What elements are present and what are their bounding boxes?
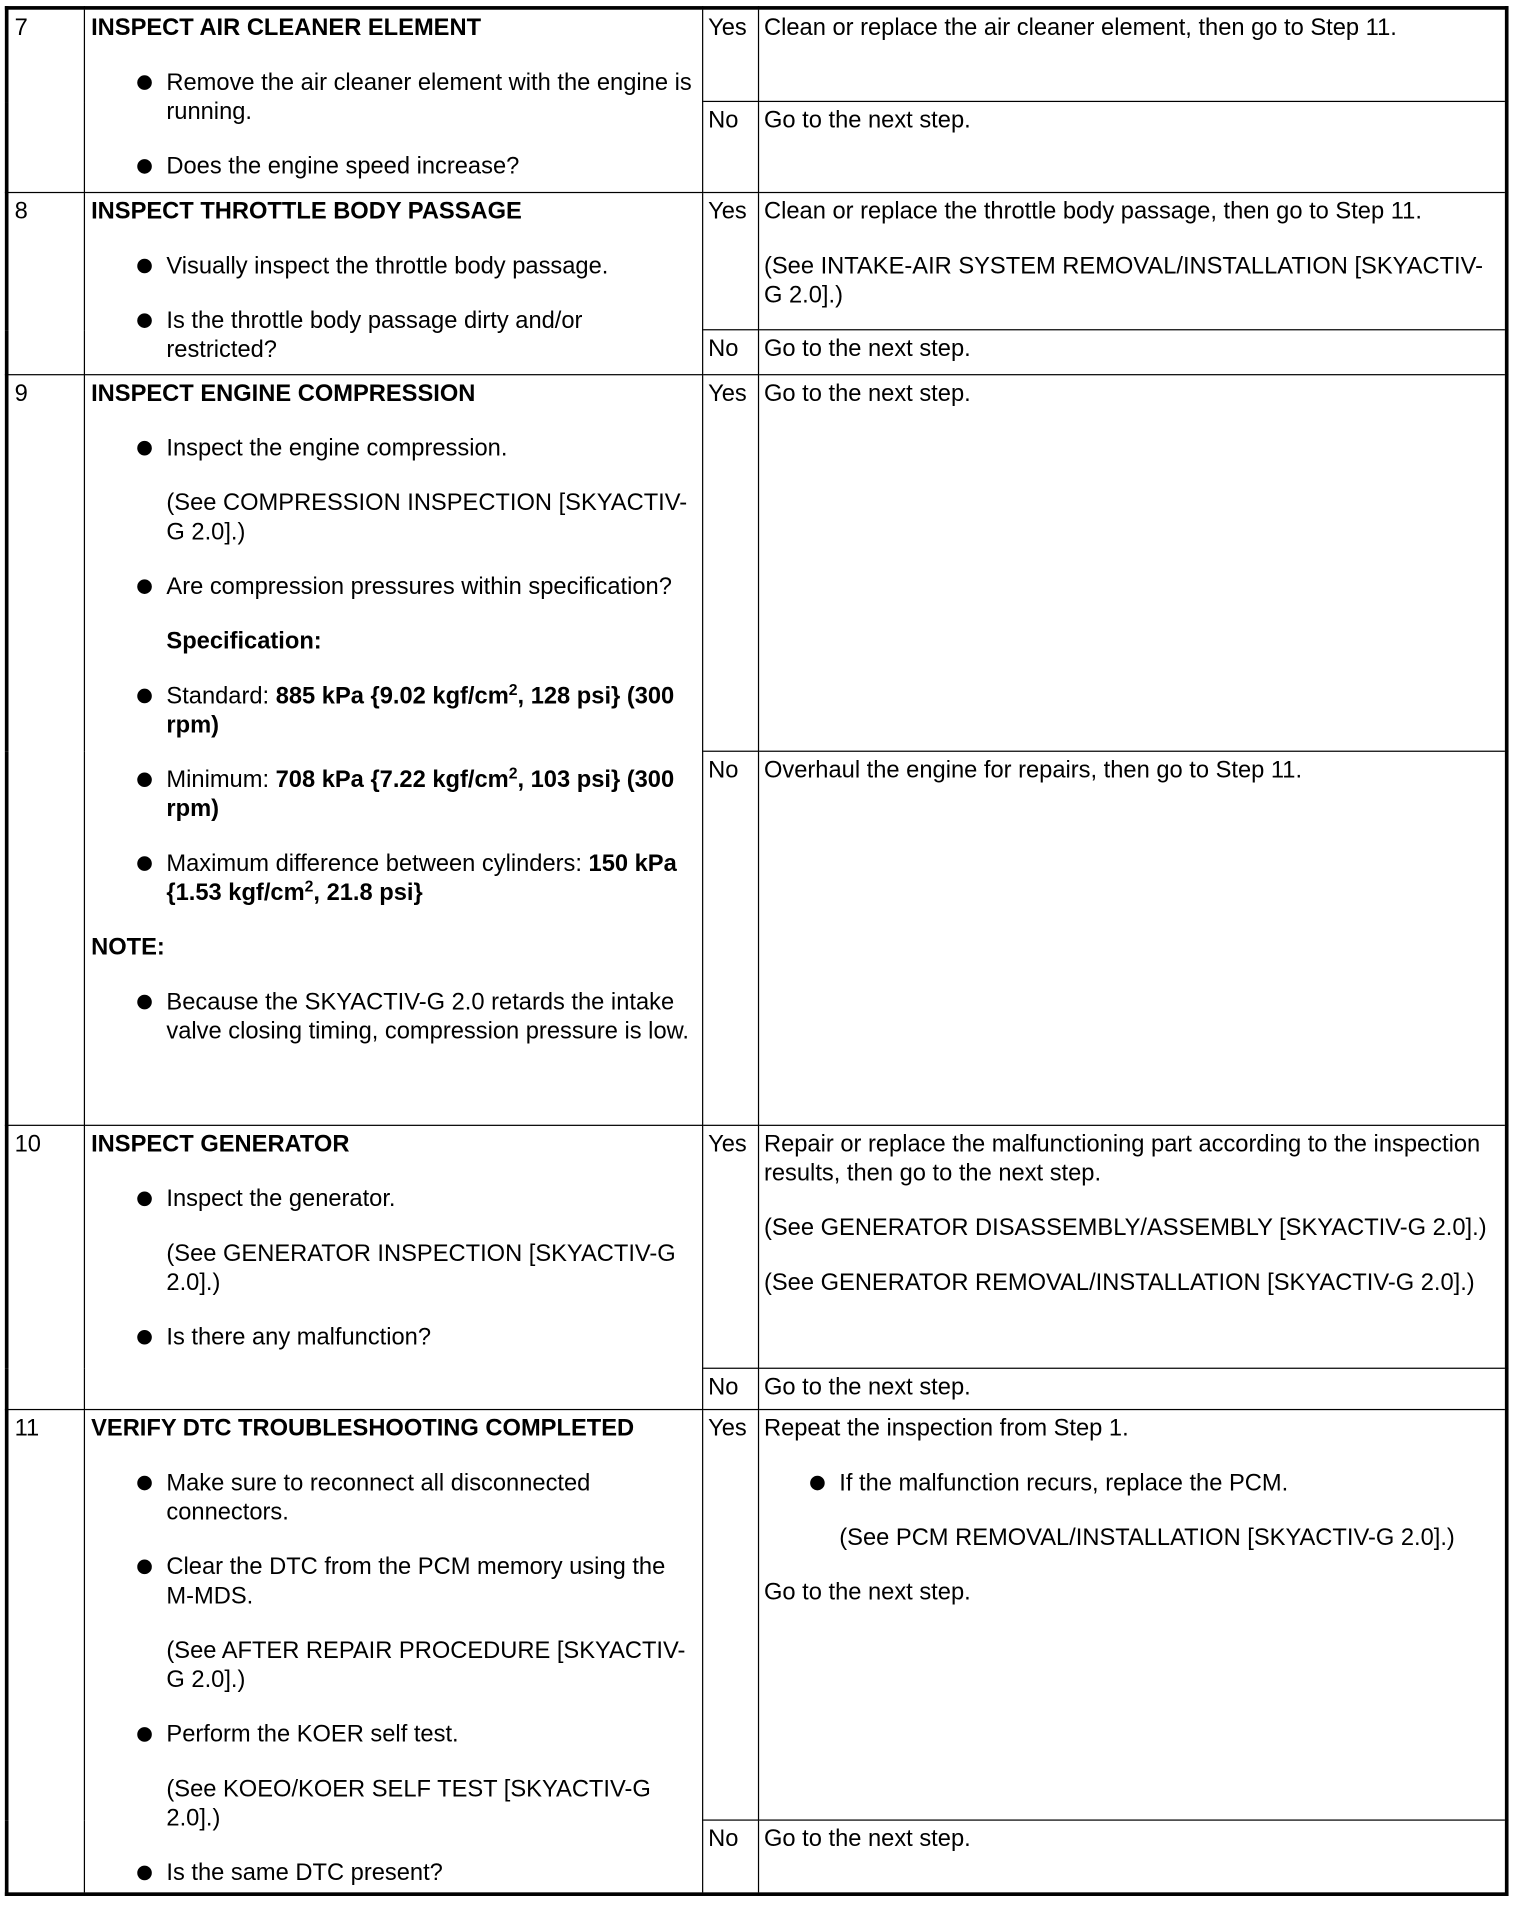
action-text: Clean or replace the throttle body passage, then go to Step 11.: [763, 197, 1422, 225]
note-label: NOTE:: [91, 934, 165, 961]
spec-label: Minimum:: [166, 766, 276, 794]
list-item: Visually inspect the throttle body passage.: [91, 251, 696, 280]
specification-item: [91, 765, 696, 823]
no-action: [759, 1368, 1507, 1409]
yes-label: Yes: [703, 1125, 759, 1368]
spec-value-rest: , 21.8 psi}: [313, 879, 423, 907]
yes-action: [759, 8, 1507, 102]
list-item-reference: (See AFTER REPAIR PROCEDURE [SKYACTIV-G 2.0].): [166, 1637, 686, 1694]
table-row: [7, 193, 1507, 330]
list-item: Is there any malfunction?: [91, 1323, 696, 1352]
no-action: [759, 1820, 1507, 1894]
spec-superscript: 2: [304, 876, 314, 896]
step-number: 7: [7, 8, 85, 193]
step-number: 8: [7, 193, 85, 375]
list-item: Inspect the generator.: [91, 1184, 696, 1213]
step-number: 10: [7, 1125, 85, 1409]
yes-action: [759, 193, 1507, 330]
action-text: Overhaul the engine for repairs, then go to Step 11.: [763, 756, 1303, 784]
step-title: INSPECT ENGINE COMPRESSION: [91, 380, 476, 407]
list-item: Make sure to reconnect all disconnected connectors.: [91, 1468, 696, 1526]
list-item: Is the same DTC present?: [91, 1858, 696, 1887]
list-item: Inspect the engine compression.: [91, 434, 696, 463]
action-text: Go to the next step.: [763, 1373, 971, 1401]
specification-item: [91, 681, 696, 739]
no-label: No: [703, 751, 759, 1125]
action-text: Go to the next step.: [763, 106, 971, 134]
no-action: [759, 330, 1507, 375]
yes-label: Yes: [703, 8, 759, 102]
yes-label: Yes: [703, 375, 759, 752]
step-content: [84, 193, 702, 375]
step-title: INSPECT THROTTLE BODY PASSAGE: [91, 197, 522, 225]
action-text: Clean or replace the air cleaner element, then go to Step 11.: [763, 14, 1397, 42]
step-content: [84, 1125, 702, 1409]
table-row: [7, 375, 1507, 752]
table-row: [7, 8, 1507, 102]
step-content: [84, 1410, 702, 1895]
list-item-reference: (See KOEO/KOER SELF TEST [SKYACTIV-G 2.0].): [166, 1775, 651, 1832]
spec-value: 150 kPa {1.53 kgf/cm: [166, 850, 677, 907]
action-text: Go to the next step.: [763, 1825, 971, 1853]
spec-superscript: 2: [508, 763, 518, 783]
action-text: Go to the next step.: [763, 1578, 971, 1606]
spec-label: Maximum difference between cylinders:: [166, 850, 589, 877]
spec-value-rest: , 103 psi} (300 rpm): [166, 766, 675, 823]
action-list-item: If the malfunction recurs, replace the PCM.: [764, 1468, 1499, 1497]
list-item-reference: (See COMPRESSION INSPECTION [SKYACTIV-G 2.0].): [166, 489, 688, 546]
list-item: Does the engine speed increase?: [91, 152, 696, 181]
action-reference: (See PCM REMOVAL/INSTALLATION [SKYACTIV-G 2.0].): [839, 1524, 1455, 1552]
specification-label: Specification:: [166, 627, 322, 655]
table-row: [7, 1410, 1507, 1821]
step-content: [84, 375, 702, 1126]
spec-value: 885 kPa {9.02 kgf/cm: [275, 682, 509, 710]
action-reference: (See GENERATOR REMOVAL/INSTALLATION [SKYACTIV-G 2.0].): [763, 1269, 1475, 1296]
action-reference: (See GENERATOR DISASSEMBLY/ASSEMBLY [SKYACTIV-G 2.0].): [763, 1214, 1487, 1242]
yes-action: [759, 1125, 1507, 1368]
list-item: Remove the air cleaner element with the engine is running.: [91, 68, 696, 126]
action-text: Go to the next step.: [763, 380, 971, 407]
no-label: No: [703, 1820, 759, 1894]
no-label: No: [703, 1368, 759, 1409]
action-reference: (See INTAKE-AIR SYSTEM REMOVAL/INSTALLATION [SKYACTIV-G 2.0].): [763, 252, 1484, 309]
table-row: [7, 1125, 1507, 1368]
step-number: 11: [7, 1410, 85, 1895]
no-label: No: [703, 101, 759, 192]
step-content: [84, 8, 702, 193]
no-action: [759, 751, 1507, 1125]
yes-action: [759, 375, 1507, 752]
step-title: VERIFY DTC TROUBLESHOOTING COMPLETED: [91, 1415, 635, 1442]
action-text: Repair or replace the malfunctioning part according to the inspection results, then go to the next step.: [763, 1130, 1481, 1187]
list-item: Is the throttle body passage dirty and/or restricted?: [91, 306, 696, 364]
step-title: INSPECT AIR CLEANER ELEMENT: [91, 14, 482, 42]
yes-action: [759, 1410, 1507, 1821]
action-text: Go to the next step.: [763, 335, 971, 362]
yes-label: Yes: [703, 1410, 759, 1821]
list-item: Perform the KOER self test.: [91, 1720, 696, 1749]
spec-superscript: 2: [508, 680, 518, 699]
note-item: Because the SKYACTIV-G 2.0 retards the intake valve closing timing, compression pressure is low.: [91, 987, 696, 1045]
list-item-reference: (See GENERATOR INSPECTION [SKYACTIV-G 2.0].): [166, 1240, 676, 1296]
action-text: Repeat the inspection from Step 1.: [763, 1415, 1129, 1442]
list-item: Are compression pressures within specification?: [91, 572, 696, 601]
yes-label: Yes: [703, 193, 759, 330]
troubleshooting-table: [5, 6, 1509, 1896]
list-item: Clear the DTC from the PCM memory using the M-MDS.: [91, 1552, 696, 1610]
specification-item: [91, 849, 696, 907]
spec-label: Standard:: [166, 682, 276, 710]
no-action: [759, 101, 1507, 192]
spec-value: 708 kPa {7.22 kgf/cm: [275, 766, 509, 794]
step-title: INSPECT GENERATOR: [91, 1130, 350, 1158]
step-number: 9: [7, 375, 85, 1126]
spec-value-rest: , 128 psi} (300 rpm): [166, 682, 675, 739]
no-label: No: [703, 330, 759, 375]
